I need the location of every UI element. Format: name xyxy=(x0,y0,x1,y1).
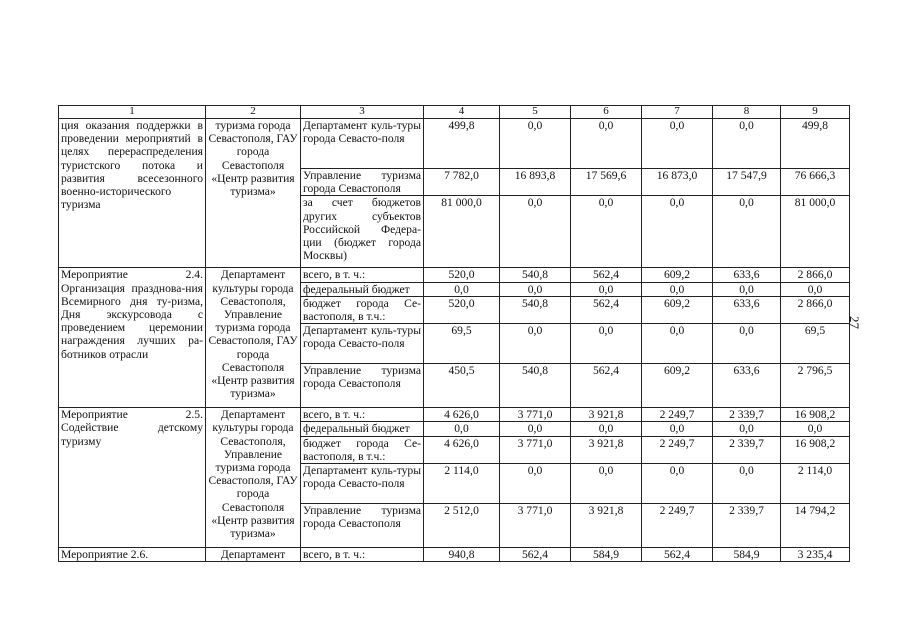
amount-cell: 2 339,7 xyxy=(713,436,781,463)
amount-cell: 17 547,9 xyxy=(713,169,781,196)
funding-source-cell: Управление туризма города Севастополя xyxy=(301,169,424,196)
amount-cell: 0,0 xyxy=(500,196,571,268)
amount-cell: 2 796,5 xyxy=(781,364,850,408)
amount-cell: 2 249,7 xyxy=(642,436,713,463)
amount-cell: 562,4 xyxy=(571,296,642,323)
amount-cell: 0,0 xyxy=(642,324,713,364)
activity-cell: Мероприятие 2.5. Содействие детскому туризму xyxy=(59,408,206,548)
amount-cell: 3 771,0 xyxy=(500,504,571,548)
amount-cell: 562,4 xyxy=(571,364,642,408)
amount-cell: 69,5 xyxy=(424,324,500,364)
executor-cell: Департамент культуры города Севастополя, Управление туризма города Севастополя, ГАУ города Севастополя «Центр развития туризма» xyxy=(206,408,301,548)
amount-cell: 0,0 xyxy=(642,422,713,436)
amount-cell: 2 866,0 xyxy=(781,296,850,323)
activity-cell: Мероприятие 2.6. xyxy=(59,548,206,562)
amount-cell: 0,0 xyxy=(500,422,571,436)
amount-cell: 0,0 xyxy=(571,282,642,296)
col-header-5: 5 xyxy=(500,106,571,119)
funding-source-cell: за счет бюджетов других субъектов Российской Федера-ции (бюджет города Москвы) xyxy=(301,196,424,268)
amount-cell: 0,0 xyxy=(571,324,642,364)
amount-cell: 0,0 xyxy=(571,119,642,169)
amount-cell: 633,6 xyxy=(713,364,781,408)
col-header-1: 1 xyxy=(59,106,206,119)
funding-source-cell: всего, в т. ч.: xyxy=(301,548,424,562)
amount-cell: 0,0 xyxy=(642,464,713,504)
table-row xyxy=(59,119,850,169)
col-header-9: 9 xyxy=(781,106,850,119)
amount-cell: 0,0 xyxy=(642,196,713,268)
funding-source-cell: Департамент куль-туры города Севасто-поля xyxy=(301,324,424,364)
executor-cell: Департамент культуры города Севастополя, Управление туризма города Севастополя, ГАУ города Севастополя «Центр развития туризма» xyxy=(206,268,301,408)
amount-cell: 16 873,0 xyxy=(642,169,713,196)
amount-cell: 16 908,2 xyxy=(781,408,850,422)
amount-cell: 81 000,0 xyxy=(424,196,500,268)
amount-cell: 0,0 xyxy=(424,422,500,436)
amount-cell: 3 921,8 xyxy=(571,408,642,422)
amount-cell: 0,0 xyxy=(713,196,781,268)
amount-cell: 0,0 xyxy=(500,282,571,296)
funding-source-cell: всего, в т. ч.: xyxy=(301,408,424,422)
amount-cell: 0,0 xyxy=(781,282,850,296)
amount-cell: 7 782,0 xyxy=(424,169,500,196)
amount-cell: 3 921,8 xyxy=(571,436,642,463)
funding-source-cell: федеральный бюджет xyxy=(301,422,424,436)
amount-cell: 0,0 xyxy=(642,282,713,296)
funding-source-cell: бюджет города Се-вастополя, в т.ч.: xyxy=(301,436,424,463)
page-number: 27 xyxy=(847,316,862,329)
amount-cell: 2 114,0 xyxy=(424,464,500,504)
amount-cell: 584,9 xyxy=(571,548,642,562)
amount-cell: 633,6 xyxy=(713,296,781,323)
col-header-4: 4 xyxy=(424,106,500,119)
amount-cell: 0,0 xyxy=(781,422,850,436)
amount-cell: 0,0 xyxy=(713,119,781,169)
amount-cell: 584,9 xyxy=(713,548,781,562)
amount-cell: 16 908,2 xyxy=(781,436,850,463)
funding-source-cell: Департамент куль-туры города Севасто-поля xyxy=(301,464,424,504)
amount-cell: 0,0 xyxy=(424,282,500,296)
table-row xyxy=(59,268,850,282)
amount-cell: 2 339,7 xyxy=(713,408,781,422)
funding-source-cell: федеральный бюджет xyxy=(301,282,424,296)
budget-table xyxy=(58,105,850,562)
funding-source-cell: Департамент куль-туры города Севасто-поля xyxy=(301,119,424,169)
col-header-2: 2 xyxy=(206,106,301,119)
amount-cell: 562,4 xyxy=(571,268,642,282)
amount-cell: 609,2 xyxy=(642,268,713,282)
amount-cell: 520,0 xyxy=(424,296,500,323)
amount-cell: 2 114,0 xyxy=(781,464,850,504)
amount-cell: 540,8 xyxy=(500,296,571,323)
col-header-8: 8 xyxy=(713,106,781,119)
funding-source-cell: всего, в т. ч.: xyxy=(301,268,424,282)
amount-cell: 499,8 xyxy=(781,119,850,169)
amount-cell: 562,4 xyxy=(642,548,713,562)
amount-cell: 0,0 xyxy=(713,464,781,504)
executor-cell: Департамент xyxy=(206,548,301,562)
amount-cell: 3 235,4 xyxy=(781,548,850,562)
amount-cell: 633,6 xyxy=(713,268,781,282)
amount-cell: 2 512,0 xyxy=(424,504,500,548)
amount-cell: 4 626,0 xyxy=(424,436,500,463)
amount-cell: 69,5 xyxy=(781,324,850,364)
amount-cell: 562,4 xyxy=(500,548,571,562)
amount-cell: 0,0 xyxy=(571,464,642,504)
amount-cell: 540,8 xyxy=(500,268,571,282)
funding-source-cell: Управление туризма города Севастополя xyxy=(301,504,424,548)
amount-cell: 940,8 xyxy=(424,548,500,562)
table-row xyxy=(59,408,850,422)
col-header-3: 3 xyxy=(301,106,424,119)
amount-cell: 609,2 xyxy=(642,364,713,408)
amount-cell: 14 794,2 xyxy=(781,504,850,548)
amount-cell: 17 569,6 xyxy=(571,169,642,196)
amount-cell: 0,0 xyxy=(500,464,571,504)
amount-cell: 2 249,7 xyxy=(642,408,713,422)
amount-cell: 0,0 xyxy=(571,196,642,268)
amount-cell: 76 666,3 xyxy=(781,169,850,196)
amount-cell: 520,0 xyxy=(424,268,500,282)
amount-cell: 0,0 xyxy=(500,119,571,169)
amount-cell: 0,0 xyxy=(713,282,781,296)
amount-cell: 450,5 xyxy=(424,364,500,408)
amount-cell: 0,0 xyxy=(713,422,781,436)
amount-cell: 609,2 xyxy=(642,296,713,323)
amount-cell: 3 921,8 xyxy=(571,504,642,548)
amount-cell: 16 893,8 xyxy=(500,169,571,196)
amount-cell: 3 771,0 xyxy=(500,436,571,463)
funding-source-cell: Управление туризма города Севастополя xyxy=(301,364,424,408)
amount-cell: 81 000,0 xyxy=(781,196,850,268)
amount-cell: 540,8 xyxy=(500,364,571,408)
amount-cell: 499,8 xyxy=(424,119,500,169)
table-row xyxy=(59,548,850,562)
amount-cell: 2 249,7 xyxy=(642,504,713,548)
amount-cell: 2 866,0 xyxy=(781,268,850,282)
column-number-row xyxy=(59,106,850,119)
amount-cell: 0,0 xyxy=(571,422,642,436)
amount-cell: 0,0 xyxy=(713,324,781,364)
executor-cell: туризма города Севастополя, ГАУ города Севастополя «Центр развития туризма» xyxy=(206,119,301,268)
activity-cell: ция оказания поддержки в проведении мероприятий в целях перераспределения туристского потока и развития всесезонного военно-исторического туризма xyxy=(59,119,206,268)
col-header-6: 6 xyxy=(571,106,642,119)
amount-cell: 0,0 xyxy=(500,324,571,364)
amount-cell: 3 771,0 xyxy=(500,408,571,422)
amount-cell: 4 626,0 xyxy=(424,408,500,422)
funding-source-cell: бюджет города Се-вастополя, в т.ч.: xyxy=(301,296,424,323)
amount-cell: 2 339,7 xyxy=(713,504,781,548)
col-header-7: 7 xyxy=(642,106,713,119)
amount-cell: 0,0 xyxy=(642,119,713,169)
activity-cell: Мероприятие 2.4. Организация празднова-ния Всемирного дня ту-ризма, Дня экскурсовода с проведением церемонии награждения лучших ра-ботников отрасли xyxy=(59,268,206,408)
